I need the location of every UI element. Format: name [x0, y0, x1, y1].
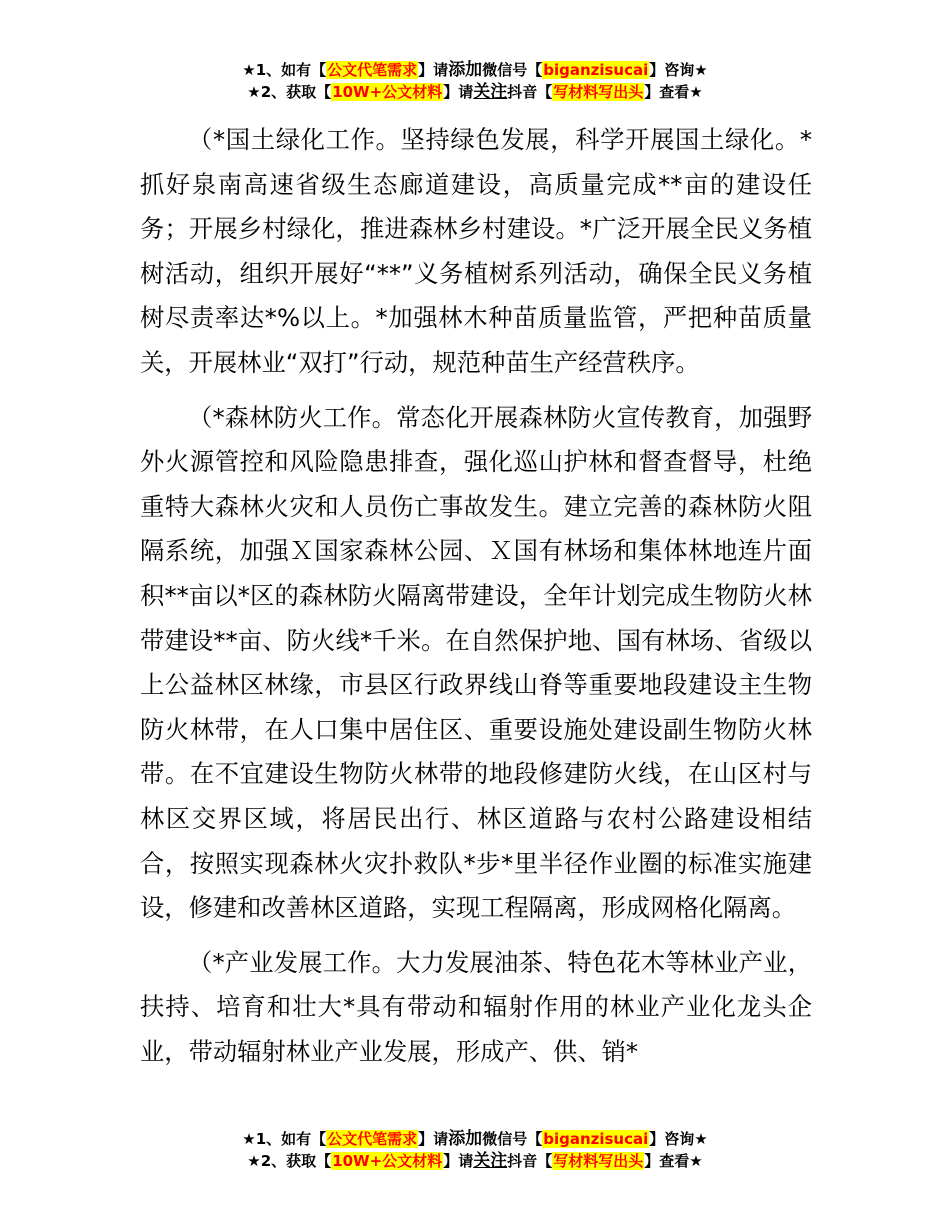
- footer-banner: [0, 1128, 950, 1172]
- banner-line-1: [0, 1128, 950, 1150]
- banner-highlight: 写材料写出头: [553, 1152, 644, 1170]
- star-icon: ★: [247, 1152, 261, 1170]
- banner-line-2: [0, 1150, 950, 1172]
- star-icon: ★: [689, 1152, 703, 1170]
- star-icon: ★: [242, 61, 256, 79]
- star-icon: ★: [694, 61, 708, 79]
- star-icon: ★: [689, 83, 703, 101]
- banner-emphasis: 添加: [448, 1129, 483, 1149]
- banner-text: 】请: [418, 1130, 449, 1148]
- banner-highlight: 公文代笔需求: [327, 61, 418, 79]
- banner-text: 微信号【: [482, 1130, 543, 1148]
- banner-text: 1、如有【: [255, 1130, 327, 1148]
- banner-text: 】咨询: [649, 1130, 695, 1148]
- banner-emphasis: 关注: [473, 82, 508, 102]
- banner-text: 1、如有【: [255, 61, 327, 79]
- banner-text: 】查看: [644, 83, 690, 101]
- banner-text: 2、获取【: [260, 83, 332, 101]
- banner-text: 2、获取【: [260, 1152, 332, 1170]
- document-body: [140, 118, 812, 1084]
- banner-highlight: biganzisucai: [543, 61, 649, 79]
- banner-highlight: 写材料写出头: [553, 83, 644, 101]
- banner-text: 微信号【: [482, 61, 543, 79]
- paragraph-industry-development: （*产业发展工作。大力发展油茶、特色花木等林业产业，扶持、培育和壮大*具有带动和辐射作用的林业产业化龙头企业，带动辐射林业产业发展，形成产、供、销*: [140, 947, 812, 1066]
- banner-highlight: 公文代笔需求: [327, 1130, 418, 1148]
- banner-text: 】请: [443, 1152, 474, 1170]
- banner-highlight: 10W+公文材料: [332, 1152, 443, 1170]
- banner-text: 抖音【: [507, 1152, 553, 1170]
- star-icon: ★: [242, 1130, 256, 1148]
- star-icon: ★: [694, 1130, 708, 1148]
- banner-text: 】请: [418, 61, 449, 79]
- banner-emphasis: 添加: [448, 60, 483, 80]
- paragraph-afforestation: （*国土绿化工作。坚持绿色发展，科学开展国土绿化。*抓好泉南高速省级生态廊道建设，高质量完成**亩的建设任务；开展乡村绿化，推进森林乡村建设。*广泛开展全民义务植树活动，组织开展好“**”义务植树系列活动，确保全民义务植树尽责率达*%以上。*加强林木种苗质量监管，严把种苗质量关，开展林业“双打”行动，规范种苗生产经营秩序。: [140, 125, 812, 377]
- banner-text: 】咨询: [649, 61, 695, 79]
- banner-emphasis: 关注: [473, 1151, 508, 1171]
- banner-line-1: [0, 59, 950, 81]
- banner-text: 抖音【: [507, 83, 553, 101]
- paragraph-fire-prevention: （*森林防火工作。常态化开展森林防火宣传教育，加强野外火源管控和风险隐患排查，强化巡山护林和督查督导，杜绝重特大森林火灾和人员伤亡事故发生。建立完善的森林防火阻隔系统，加强Ｘ国家森林公园、Ｘ国有林场和集体林地连片面积**亩以*区的森林防火隔离带建设，全年计划完成生物防火林带建设**亩、防火线*千米。在自然保护地、国有林场、省级以上公益林区林缘，市县区行政界线山脊等重要地段建设主生物防火林带，在人口集中居住区、重要设施处建设副生物防火林带。在不宜建设生物防火林带的地段修建防火线，在山区村与林区交界区域，将居民出行、林区道路与农村公路建设相结合，按照实现森林火灾扑救队*步*里半径作业圈的标准实施建设，修建和改善林区道路，实现工程隔离，形成网格化隔离。: [140, 402, 812, 923]
- star-icon: ★: [247, 83, 261, 101]
- banner-text: 】请: [443, 83, 474, 101]
- banner-highlight: 10W+公文材料: [332, 83, 443, 101]
- banner-line-2: [0, 81, 950, 103]
- banner-text: 】查看: [644, 1152, 690, 1170]
- banner-highlight: biganzisucai: [543, 1130, 649, 1148]
- header-banner: [0, 59, 950, 103]
